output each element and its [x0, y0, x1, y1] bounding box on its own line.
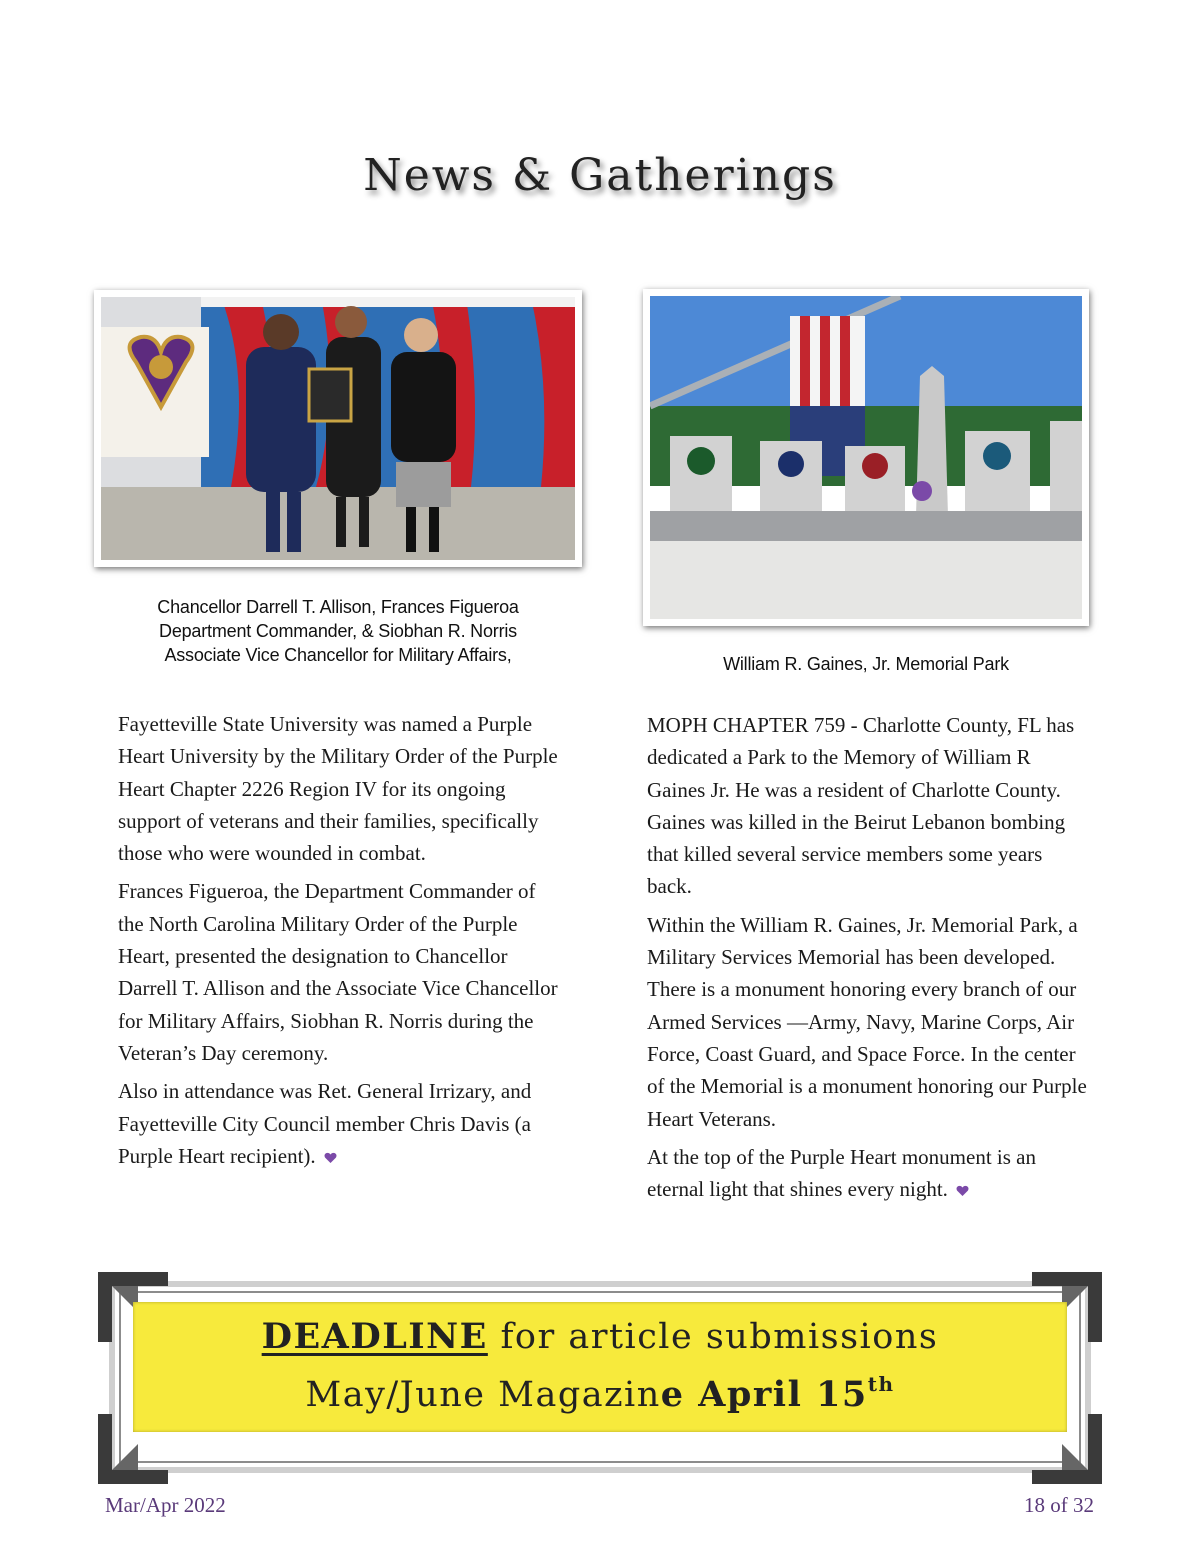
paragraph [118, 1075, 558, 1172]
page-title: News & Gatherings [363, 150, 837, 201]
deadline-text: for article submissions [487, 1317, 939, 1357]
purple-heart-icon [956, 1185, 969, 1197]
footer-issue: Mar/Apr 2022 [105, 1493, 226, 1517]
left-article-body [118, 708, 558, 1178]
magazine-name: May/June Magazin [305, 1375, 661, 1415]
caption-line: Chancellor Darrell T. Allison, Frances Figueroa [157, 597, 519, 617]
footer-page-number: 18 of 32 [1024, 1493, 1094, 1517]
ceremony-photo [94, 290, 582, 567]
deadline-line [133, 1316, 1067, 1357]
memorial-park-caption: William R. Gaines, Jr. Memorial Park [723, 654, 1009, 674]
deadline-date-line [133, 1372, 1067, 1415]
paragraph: Fayetteville State University was named a Purple Heart University by the Military Order of the Purple Heart Chapter 2226 Region IV for its ongoing support of veterans and their families, specifically those who were wounded in combat. [118, 712, 558, 866]
memorial-park-photo [643, 289, 1089, 626]
deadline-label: DEADLINE [261, 1316, 488, 1357]
deadline-banner [133, 1302, 1067, 1432]
paragraph: Within the William R. Gaines, Jr. Memorial Park, a Military Services Memorial has been developed. There is a monument honoring every branch of our Armed Services —Army, Navy, Marine Corps, Air Force, Coast Guard, and Space Force. In the center of the Memorial is a monument honoring our Purple Heart Veterans. [647, 912, 1087, 1131]
deadline-date: e April 15 [660, 1374, 868, 1415]
caption-line: Associate Vice Chancellor for Military Affairs, [164, 645, 512, 665]
caption-line: Department Commander, & Siobhan R. Norris [159, 621, 517, 641]
paragraph: MOPH CHAPTER 759 - Charlotte County, FL has dedicated a Park to the Memory of William R Gaines Jr. He was a resident of Charlotte County. Gaines was killed in the Beirut Lebanon bombing that killed several service members some years back. [647, 713, 1075, 899]
purple-heart-icon [324, 1152, 337, 1164]
paragraph-text: Also in attendance was Ret. General Irrizary, and Fayetteville City Council member Chris Davis (a Purple Heart recipient). [118, 1079, 532, 1168]
date-suffix: th [867, 1372, 895, 1396]
ceremony-caption [100, 595, 576, 667]
paragraph-text: At the top of the Purple Heart monument is an eternal light that shines every night. [647, 1144, 1037, 1202]
right-article-body [647, 709, 1092, 1211]
paragraph: Frances Figueroa, the Department Commander of the North Carolina Military Order of the Purple Heart, presented the designation to Chancellor Darrell T. Allison and the Associate Vice Chancellor for Military Affairs, Siobhan R. Norris during the Veteran’s Day ceremony. [118, 879, 558, 1065]
paragraph [647, 1141, 1092, 1206]
